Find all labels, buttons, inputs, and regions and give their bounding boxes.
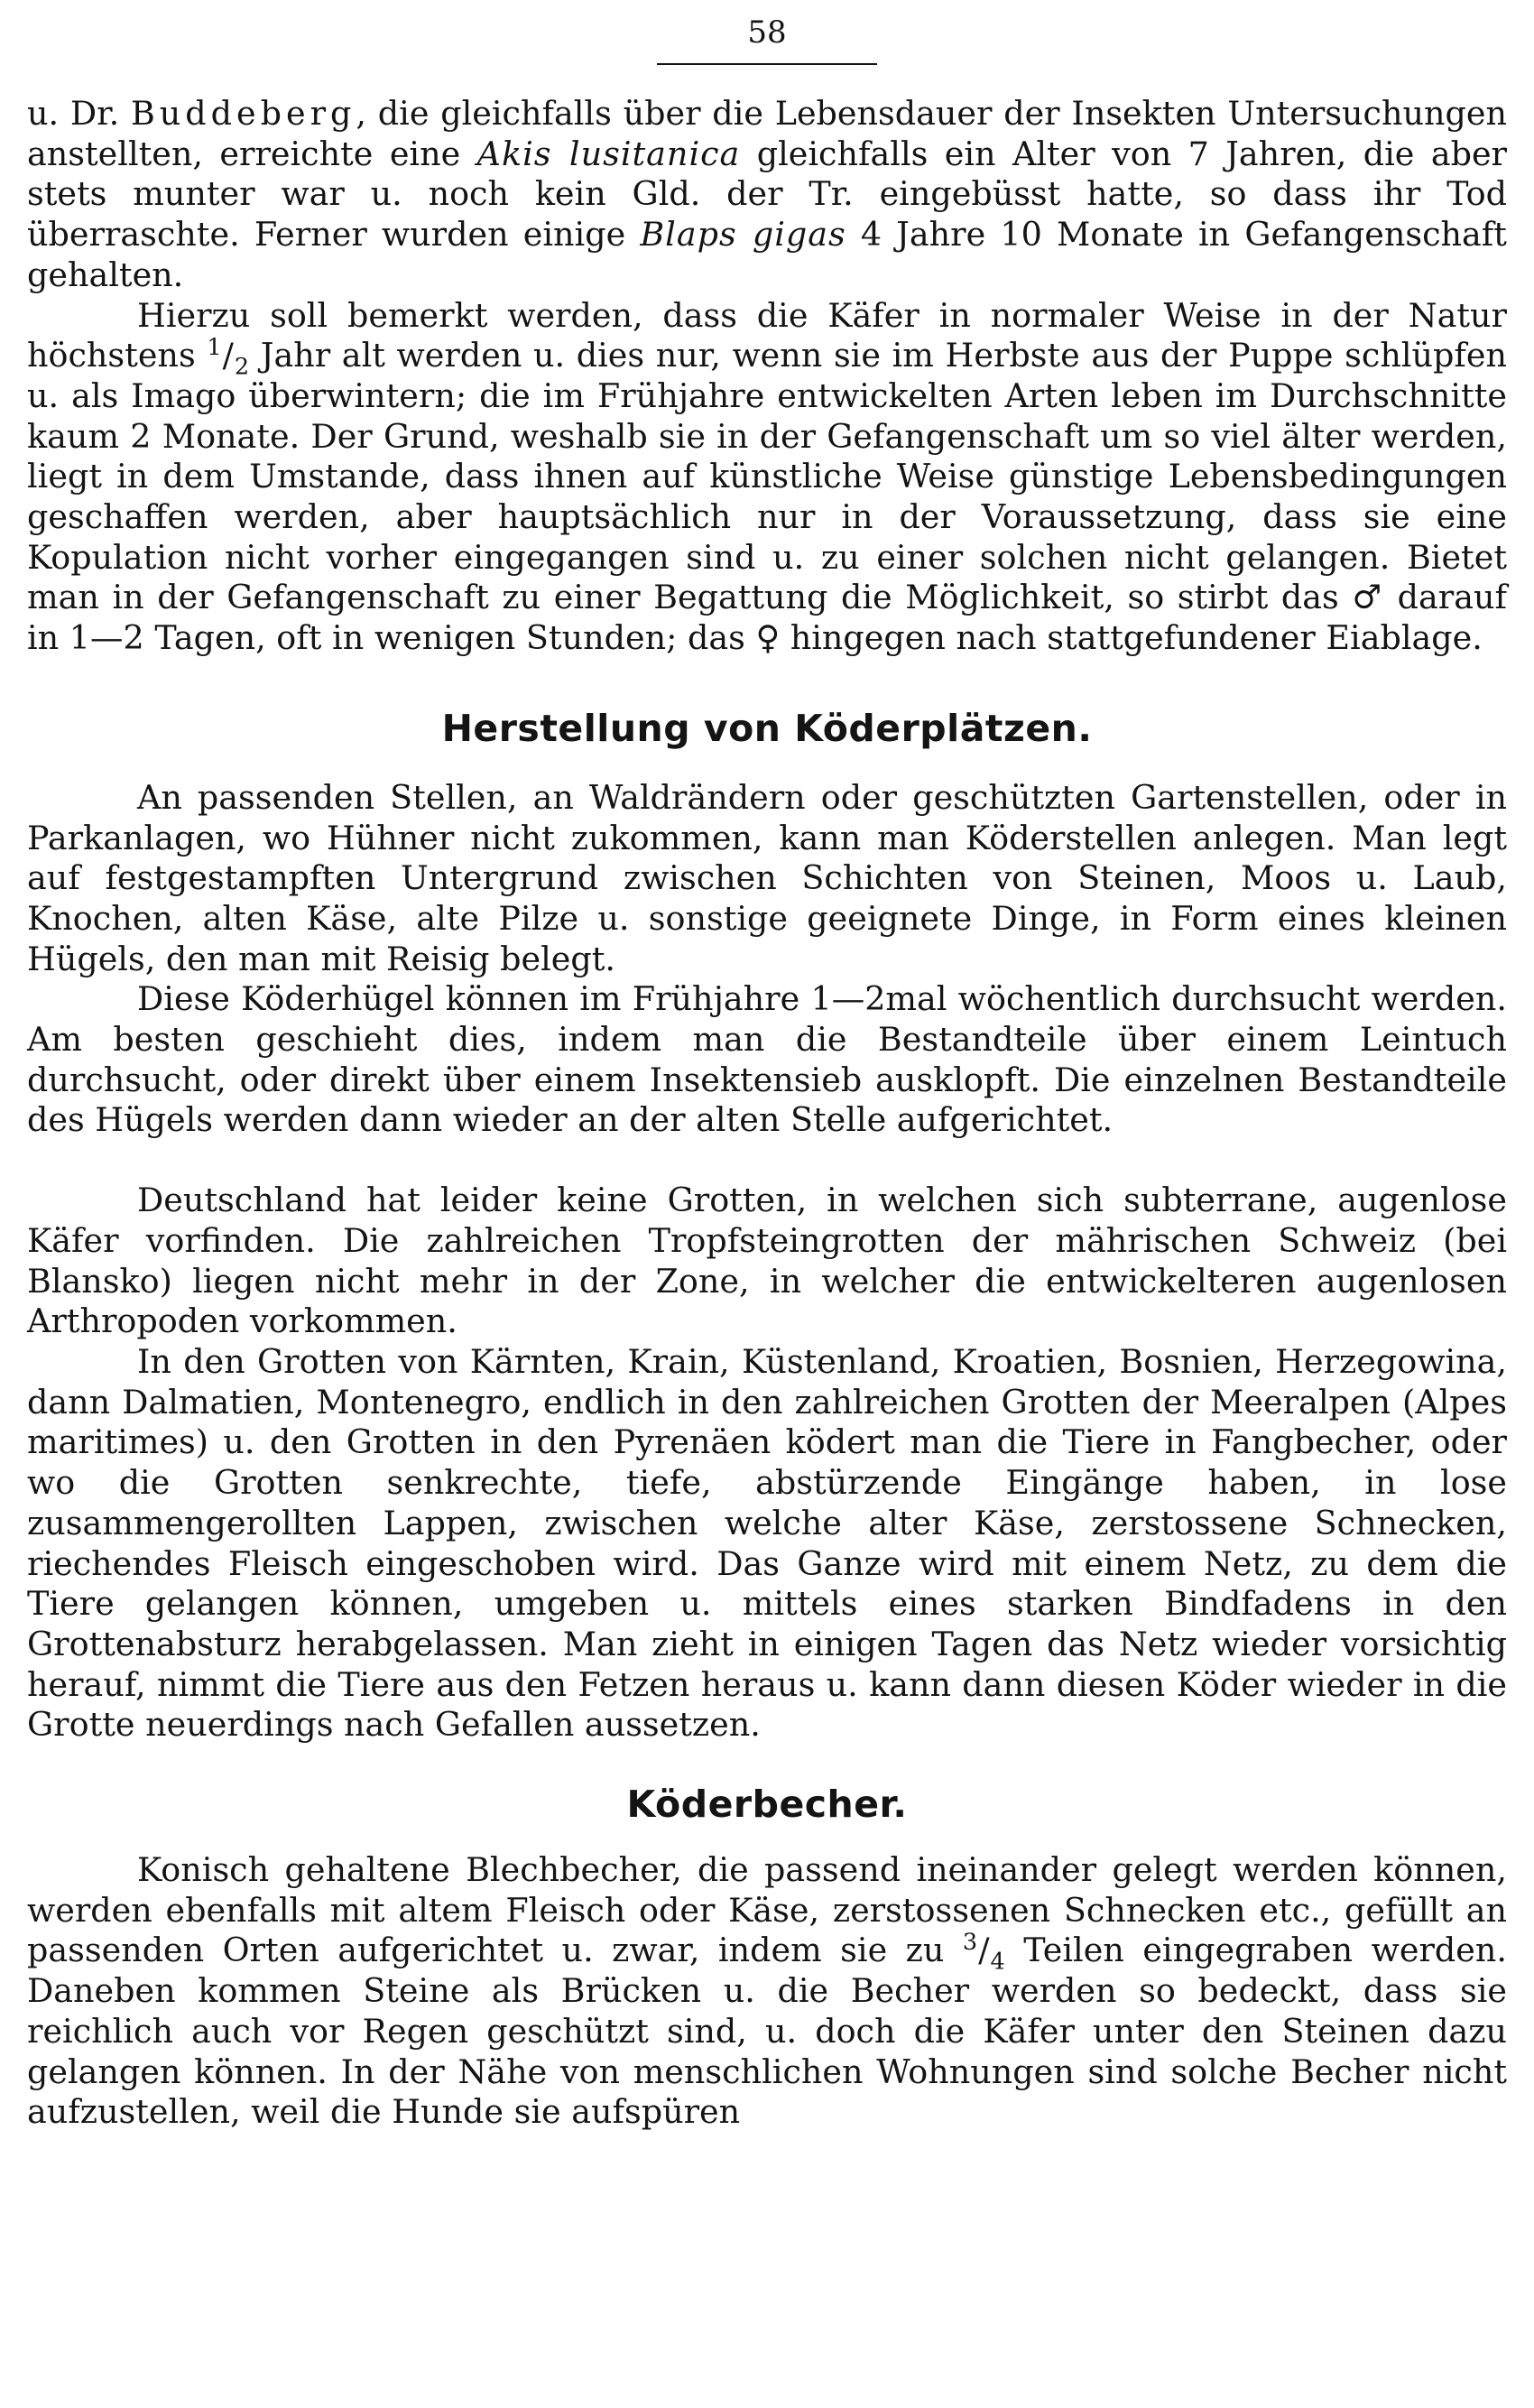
section-gap xyxy=(27,1827,1507,1850)
section-heading-koederplaetze: Herstellung von Köderplätzen. xyxy=(441,706,1093,750)
fraction-numerator: 3 xyxy=(962,1929,978,1957)
species-name: Akis lusitanica xyxy=(476,134,741,173)
paragraph-captivity xyxy=(27,296,1507,659)
paragraph-grotten-deutschland: Deutschland hat leider keine Grotten, in welchen sich subterrane, augenlose Käfer vorfinden. Die zahlreichen Tropfsteingrotten der mährischen Schweiz (bei Blansko) liegen nicht mehr in der Zone, in welcher die entwickelteren augenlosen Arthropoden vorkommen. xyxy=(27,1181,1507,1341)
female-symbol-icon: ♀ xyxy=(755,618,781,658)
paragraph-koederhuegel: Diese Köderhügel können im Frühjahre 1—2mal wöchentlich durchsucht werden. Am besten geschieht dies, indem man die Bestandteile über einem Leintuch durchsucht, oder direkt über einem Insektensieb ausklopft. Die einzelnen Bestandteile des Hügels werden dann wieder an der alten Stelle aufgerichtet. xyxy=(27,979,1507,1140)
paragraph-grotten-koedern: In den Grotten von Kärnten, Krain, Küstenland, Kroatien, Bosnien, Herzegowina, dann Dalmatien, Montenegro, endlich in den zahlreichen Grotten der Meeralpen (Alpes maritimes) u. den Grotten in den Pyrenäen ködert man die Tiere in Fangbecher, oder wo die Grotten senkrechte, tiefe, abstürzende Eingänge haben, in lose zusammengerollten Lappen, zwischen welche alter Käse, zerstossene Schnecken, riechendes Fleisch eingeschoben wird. Das Ganze wird mit einem Netz, zu dem die Tiere gelangen können, umgeben u. mittels eines starken Bindfadens in den Grottenabsturz herabgelassen. Man zieht in einigen Tagen das Netz wieder vorsichtig herauf, nimmt die Tiere aus den Fetzen heraus u. kann dann diesen Köder wieder in die Grotte neuerdings nach Gefallen aussetzen. xyxy=(27,1341,1507,1745)
fraction-slash: / xyxy=(222,336,234,375)
paragraph-koederstellen: An passenden Stellen, an Waldrändern oder geschützten Gartenstellen, oder in Parkanlagen, wo Hühner nicht zukommen, kann man Köderstellen anlegen. Man legt auf festgestampften Untergrund zwischen Schichten von Steinen, Moos u. Laub, Knochen, alten Käse, alte Pilze u. sonstige geeignete Dinge, in Form eines kleinen Hügels, den man mit Reisig belegt. xyxy=(27,777,1507,978)
fraction-denominator: 4 xyxy=(990,1948,1005,1976)
page-body xyxy=(27,94,1507,2133)
section-gap xyxy=(27,659,1507,706)
paragraph-lifespan xyxy=(27,94,1507,296)
section-gap xyxy=(27,751,1507,778)
author-name: Buddeberg xyxy=(130,94,356,133)
page-number: 58 xyxy=(747,14,787,51)
text-segment: Jahr alt werden u. dies nur, wenn sie im Herbste aus der Puppe schlüpfen u. als Imago überwintern; die im Frühjahre entwickelten Arten leben im Durchschnitte kaum 2 Monate. Der Grund, weshalb sie in der Gefangenschaft um so viel älter werden, liegt in dem Umstande, dass ihnen auf künstliche Weise günstige Lebensbedingungen geschaffen werden, aber hauptsächlich nur in der Voraussetzung, dass sie eine Kopulation nicht vorher eingegangen sind u. zu einer solchen nicht gelangen. Bietet man in der Gefangenschaft zu einer Begattung die Möglichkeit, so stirbt das xyxy=(27,336,1507,617)
fraction-denominator: 2 xyxy=(234,353,250,381)
species-name: Blaps gigas xyxy=(640,215,846,255)
text-segment: Teilen eingegraben werden. Daneben kommen Steine als Brücken u. die Becher werden so bedeckt, dass sie reichlich auch vor Regen geschützt sind, u. doch die Käfer unter den Steinen dazu gelangen können. In der Nähe von menschlichen Wohnungen sind solche Becher nicht aufzustellen, weil die Hunde sie aufspüren xyxy=(27,1931,1507,2132)
section-heading-koederbecher: Köderbecher. xyxy=(626,1783,908,1827)
text-segment: gleichfalls ein Alter von 7 Jahren, die aber stets munter war u. noch kein Gld. der Tr. eingebüsst hatte, so dass ihr Tod überraschte. Ferner wurden einige xyxy=(27,134,1507,255)
fraction-numerator: 1 xyxy=(207,334,222,362)
text-segment: Konisch gehaltene Blechbecher, die passend ineinander gelegt werden können, werden ebenfalls mit altem Fleisch oder Käse, zerstossenen Schnecken etc., gefüllt an passenden Orten aufgerichtet u. zwar, indem sie zu xyxy=(27,1850,1507,1970)
text-segment: darauf in 1—2 Tagen, oft in wenigen Stunden; das xyxy=(27,578,1507,658)
fraction-slash: / xyxy=(978,1931,990,1970)
male-symbol-icon: ♂ xyxy=(1352,578,1385,617)
text-segment: hingegen nach stattgefundener Eiablage. xyxy=(780,618,1483,658)
text-segment: 4 Jahre 10 Monate in Gefangenschaft gehalten. xyxy=(27,215,1507,294)
header-rule xyxy=(657,63,877,65)
section-gap xyxy=(27,1746,1507,1782)
text-segment: u. Dr. xyxy=(27,94,131,133)
text-segment: , die gleichfalls über die Lebensdauer der Insekten Untersuchungen anstellten, erreichte eine xyxy=(27,94,1507,173)
text-segment: Hierzu soll bemerkt werden, dass die Käfer in normaler Weise in der Natur höchstens xyxy=(27,295,1507,375)
paragraph-koederbecher xyxy=(27,1850,1507,2133)
paragraph-gap xyxy=(27,1141,1507,1181)
